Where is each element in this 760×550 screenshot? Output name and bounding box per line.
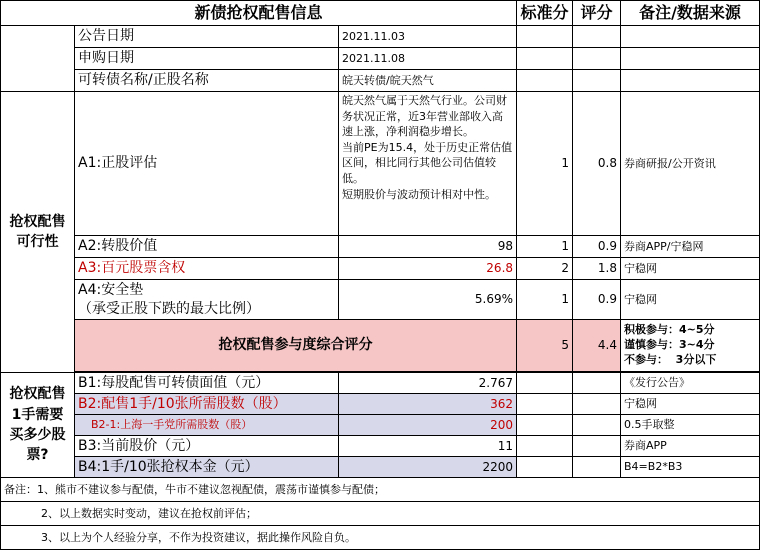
table-row: [1, 457, 760, 478]
footnote-1: 备注：1、熊市不建议参与配债，牛市不建议忽视配债，震荡市谨慎参与配债；: [1, 478, 760, 502]
b3-value: 11: [339, 436, 517, 457]
footnote-row: [1, 502, 760, 526]
table-row: [1, 394, 760, 415]
a2-source: 券商APP/宁稳网: [621, 236, 760, 258]
subscribe-date-value: 2021.11.08: [339, 48, 517, 70]
footnote-3: 3、以上为个人经验分享，不作为投资建议，据此操作风险自负。: [1, 526, 760, 550]
a1-score: 0.8: [573, 92, 621, 236]
b2-label: B2:配售1手/10张所需股数（股）: [75, 394, 339, 415]
col-header-note: 备注/数据来源: [621, 1, 760, 26]
a1-description-paragraph: 短期股价与波动预计相对中性。: [342, 187, 496, 201]
b2-source: 宁稳网: [621, 394, 760, 415]
col-header-score: 评分: [573, 1, 621, 26]
a4-source: 宁稳网: [621, 280, 760, 320]
announce-date-value: 2021.11.03: [339, 26, 517, 48]
summary-standard: 5: [517, 320, 573, 372]
table-title: 新债抢权配售信息: [1, 1, 517, 26]
footnote-2: 2、以上数据实时变动，建议在抢权前评估；: [1, 502, 760, 526]
table-row: [1, 236, 760, 258]
b3-label: B3:当前股价（元）: [75, 436, 339, 457]
announce-date-label: 公告日期: [75, 26, 339, 48]
a1-description-paragraph: 当前PE为15.4，处于历史正常估值区间，相比同行其他公司估值较低。: [342, 140, 513, 186]
a1-standard: 1: [517, 92, 573, 236]
rule-cautious: 谨慎参与：3~4分: [624, 338, 715, 352]
a1-label: A1:正股评估: [75, 92, 339, 236]
footnote-row: [1, 526, 760, 550]
b4-label: B4:1手/10张抢权本金（元）: [75, 457, 339, 478]
a2-label: A2:转股价值: [75, 236, 339, 258]
bond-name-label: 可转债名称/正股名称: [75, 70, 339, 92]
a1-description: [339, 92, 517, 236]
a1-description-text: [342, 93, 513, 202]
table-row: [1, 26, 760, 48]
b4-source: B4=B2*B3: [621, 457, 760, 478]
a4-standard: 1: [517, 280, 573, 320]
group2-title: 抢权配售1手需要买多少股票?: [1, 373, 75, 478]
rule-skip: 不参与： 3分以下: [624, 352, 717, 366]
table-row: [1, 70, 760, 92]
summary-row: [1, 320, 760, 372]
b3-source: 券商APP: [621, 436, 760, 457]
table-row: [1, 415, 760, 436]
b21-label: B2-1:上海一手党所需股数（股）: [75, 415, 339, 436]
b1-label: B1:每股配售可转债面值（元）: [75, 373, 339, 394]
bond-name-value: 皖天转债/皖天然气: [339, 70, 517, 92]
b21-value: 200: [339, 415, 517, 436]
a4-value: 5.69%: [339, 280, 517, 320]
b4-value: 2200: [339, 457, 517, 478]
subscribe-date-label: 申购日期: [75, 48, 339, 70]
a2-value: 98: [339, 236, 517, 258]
summary-rule-note: [621, 320, 760, 372]
a2-standard: 1: [517, 236, 573, 258]
a4-score: 0.9: [573, 280, 621, 320]
a4-label: A4:安全垫: [78, 282, 144, 299]
table-row: [1, 373, 760, 394]
a3-label: A3:百元股票含权: [75, 258, 339, 280]
table-row: [1, 436, 760, 457]
b1-value: 2.767: [339, 373, 517, 394]
footnote-row: [1, 478, 760, 502]
b21-source: 0.5手取整: [621, 415, 760, 436]
table-row: [1, 258, 760, 280]
table-row: [1, 48, 760, 70]
b2-value: 362: [339, 394, 517, 415]
a3-source: 宁稳网: [621, 258, 760, 280]
table-row: [1, 280, 760, 320]
summary-score: 4.4: [573, 320, 621, 372]
blank-cell: [1, 26, 75, 92]
table-row: [1, 92, 760, 236]
summary-title: 抢权配售参与度综合评分: [75, 320, 517, 372]
a3-standard: 2: [517, 258, 573, 280]
rule-active: 积极参与：4~5分: [624, 323, 715, 337]
group1-title: 抢权配售可行性: [1, 92, 75, 373]
a1-description-paragraph: 皖天然气属于天然气行业。公司财务状况正常，近3年营业部收入高速上涨，净利润稳步增长。: [342, 94, 507, 139]
a3-value: 26.8: [339, 258, 517, 280]
col-header-standard: 标准分: [517, 1, 573, 26]
a4-label-cell: [75, 280, 339, 320]
a4-sublabel: （承受正股下跌的最大比例）: [78, 300, 260, 317]
a2-score: 0.9: [573, 236, 621, 258]
b1-source: 《发行公告》: [621, 373, 760, 394]
a3-score: 1.8: [573, 258, 621, 280]
a1-source: 券商研报/公开资讯: [621, 92, 760, 236]
